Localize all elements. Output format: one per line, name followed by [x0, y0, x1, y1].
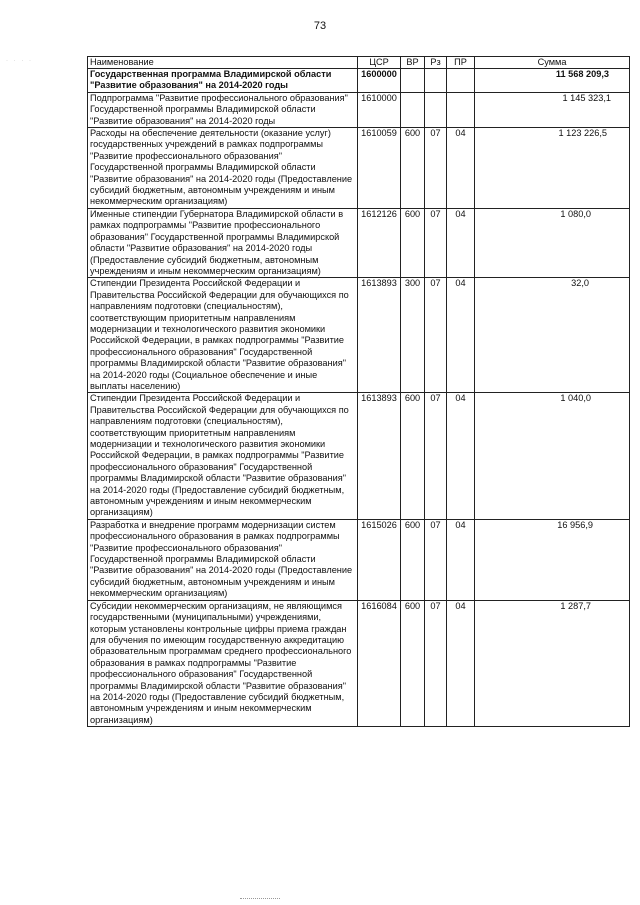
cell-rz: 07: [425, 278, 447, 393]
cell-sum: 1 145 323,1: [475, 92, 630, 127]
cell-name: Расходы на обеспечение деятельности (оказание услуг) государственных учреждений в рамках подпрограммы "Развитие профессионального образования" Государственной программы Владимирской области "Развитие образования" на 2014-2020 годы (Предоставление субсидий бюджетным, автономным учреждениям и иным некоммерческим организациям): [88, 128, 358, 209]
cell-sum: 32,0: [475, 278, 630, 393]
cell-rz: 07: [425, 128, 447, 209]
cell-vr: 600: [401, 600, 425, 726]
cell-name: Стипендии Президента Российской Федерации и Правительства Российской Федерации для обучающихся по направлениям подготовки (специальностям), соответствующим приоритетным направлениям модернизации и технологического развития экономики Российской Федерации, в рамках подпрограммы "Развитие профессионального образования" Государственной программы Владимирской области "Развитие образования" на 2014-2020 годы (Предоставление субсидий бюджетным, автономным учреждениям и иным некоммерческим организациям): [88, 393, 358, 519]
cell-rz: 07: [425, 519, 447, 600]
cell-pr: 04: [447, 128, 475, 209]
cell-pr: 04: [447, 208, 475, 277]
table-row: [88, 208, 630, 277]
cell-csr: 1613893: [358, 278, 401, 393]
scan-artifact: · · · ·: [6, 58, 33, 64]
cell-rz: 07: [425, 393, 447, 519]
cell-vr: [401, 69, 425, 93]
header-name: Наименование: [88, 57, 358, 69]
header-vr: ВР: [401, 57, 425, 69]
header-pr: ПР: [447, 57, 475, 69]
cell-csr: 1600000: [358, 69, 401, 93]
cell-sum: 1 287,7: [475, 600, 630, 726]
header-sum: Сумма: [475, 57, 630, 69]
cell-vr: 600: [401, 208, 425, 277]
table-row: [88, 128, 630, 209]
table-row: [88, 393, 630, 519]
cell-pr: 04: [447, 278, 475, 393]
scan-footer-artifact: [240, 898, 280, 903]
cell-pr: [447, 92, 475, 127]
cell-csr: 1610059: [358, 128, 401, 209]
cell-pr: 04: [447, 600, 475, 726]
cell-name: Именные стипендии Губернатора Владимирской области в рамках подпрограммы "Развитие профессионального образования" Государственной программы Владимирской области "Развитие образования" на 2014-2020 годы (Предоставление субсидий бюджетным, автономным учреждениям и иным некоммерческим организациям): [88, 208, 358, 277]
cell-vr: 300: [401, 278, 425, 393]
cell-sum: 1 123 226,5: [475, 128, 630, 209]
cell-rz: 07: [425, 208, 447, 277]
cell-rz: [425, 92, 447, 127]
cell-vr: [401, 92, 425, 127]
cell-csr: 1613893: [358, 393, 401, 519]
cell-pr: [447, 69, 475, 93]
cell-csr: 1610000: [358, 92, 401, 127]
cell-vr: 600: [401, 128, 425, 209]
cell-rz: 07: [425, 600, 447, 726]
cell-sum: 11 568 209,3: [475, 69, 630, 93]
cell-sum: 1 080,0: [475, 208, 630, 277]
cell-name: Подпрограмма "Развитие профессионального образования" Государственной программы Владимирской области "Развитие образования" на 2014-2020 годы: [88, 92, 358, 127]
cell-sum: 16 956,9: [475, 519, 630, 600]
cell-vr: 600: [401, 393, 425, 519]
header-rz: Рз: [425, 57, 447, 69]
cell-pr: 04: [447, 519, 475, 600]
cell-name: Стипендии Президента Российской Федерации и Правительства Российской Федерации для обучающихся по направлениям подготовки (специальностям), соответствующим приоритетным направлениям модернизации и технологического развития экономики Российской Федерации, в рамках подпрограммы "Развитие профессионального образования" Государственной программы Владимирской области "Развитие образования" на 2014-2020 годы (Социальное обеспечение и иные выплаты населению): [88, 278, 358, 393]
table-row: [88, 519, 630, 600]
cell-vr: 600: [401, 519, 425, 600]
cell-csr: 1616084: [358, 600, 401, 726]
budget-table: [87, 56, 630, 727]
table-header-row: [88, 57, 630, 69]
header-csr: ЦСР: [358, 57, 401, 69]
cell-name: Субсидии некоммерческим организациям, не являющимся государственными (муниципальными) учреждениями, которым установлены контрольные цифры приема граждан для обучения по имеющим государственную аккредитацию образовательным программам среднего профессионального образования в рамках подпрограммы "Развитие профессионального образования" Государственной программы Владимирской области "Развитие образования" на 2014-2020 годы (Предоставление субсидий бюджетным, автономным учреждениям и иным некоммерческим организациям): [88, 600, 358, 726]
table-row: [88, 600, 630, 726]
cell-name: Государственная программа Владимирской области "Развитие образования" на 2014-2020 годы: [88, 69, 358, 93]
cell-pr: 04: [447, 393, 475, 519]
table-row: [88, 278, 630, 393]
cell-sum: 1 040,0: [475, 393, 630, 519]
cell-rz: [425, 69, 447, 93]
table-row: [88, 69, 630, 93]
table-row: [88, 92, 630, 127]
cell-csr: 1612126: [358, 208, 401, 277]
cell-csr: 1615026: [358, 519, 401, 600]
cell-name: Разработка и внедрение программ модернизации систем профессионального образования в рамках подпрограммы "Развитие профессионального образования" Государственной программы Владимирской области "Развитие образования" на 2014-2020 годы (Предоставление субсидий бюджетным, автономным учреждениям и иным некоммерческим организациям): [88, 519, 358, 600]
page-number: 73: [313, 20, 327, 32]
